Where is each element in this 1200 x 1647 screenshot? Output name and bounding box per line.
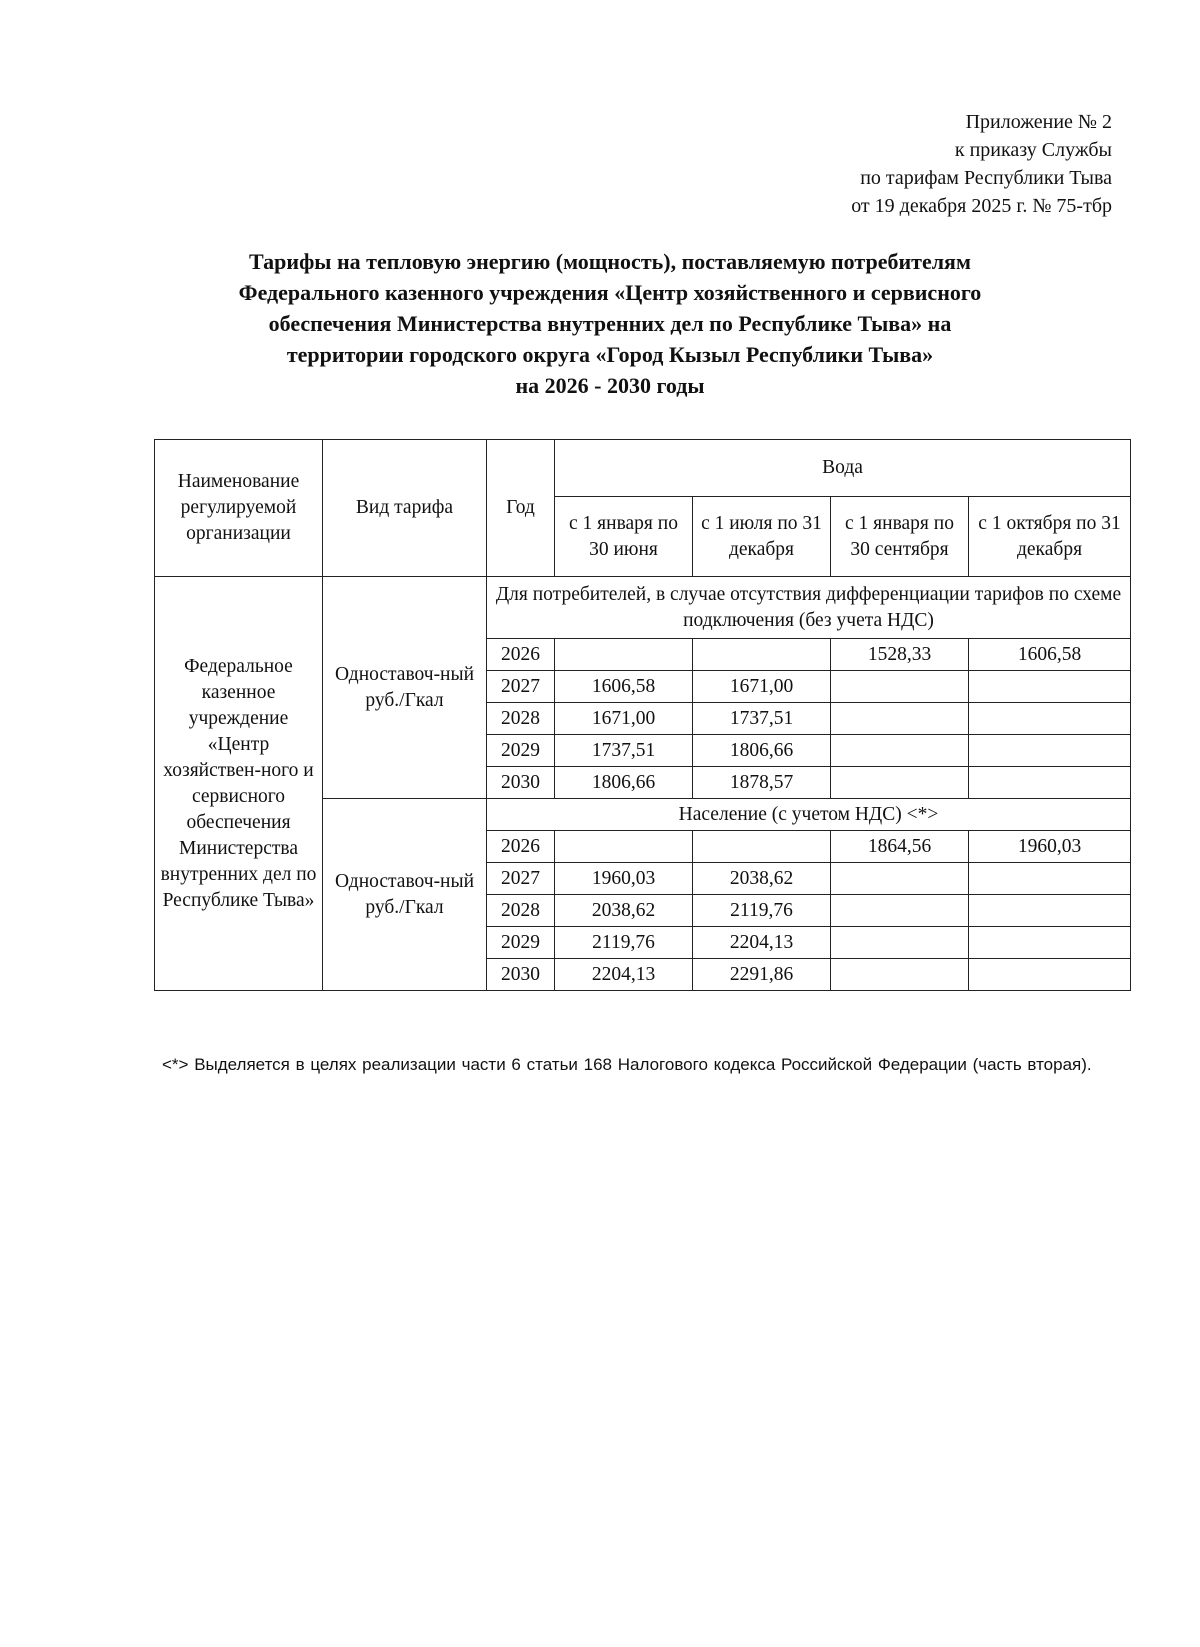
appendix-line: по тарифам Республики Тыва bbox=[860, 167, 1112, 189]
value-cell bbox=[969, 703, 1131, 735]
value-cell: 1671,00 bbox=[555, 703, 693, 735]
value-cell bbox=[969, 927, 1131, 959]
section-title: Для потребителей, в случае отсутствия дифференциации тарифов по схеме подключения (без учета НДС) bbox=[487, 577, 1131, 639]
value-cell: 2038,62 bbox=[555, 895, 693, 927]
value-cell bbox=[969, 895, 1131, 927]
value-cell: 2119,76 bbox=[555, 927, 693, 959]
header-period: с 1 января по 30 сентября bbox=[831, 497, 969, 577]
value-cell bbox=[831, 735, 969, 767]
title-line: Тарифы на тепловую энергию (мощность), поставляемую потребителям bbox=[249, 249, 971, 274]
header-period: с 1 октября по 31 декабря bbox=[969, 497, 1131, 577]
header-year: Год bbox=[487, 440, 555, 577]
year-cell: 2028 bbox=[487, 895, 555, 927]
title-line: Федерального казенного учреждения «Центр хозяйственного и сервисного bbox=[238, 280, 982, 305]
year-cell: 2029 bbox=[487, 735, 555, 767]
org-name: Федеральное казенное учреждение «Центр хозяйствен-ного и сервисного обеспечения Министерства внутренних дел по Республике Тыва» bbox=[155, 577, 323, 991]
value-cell: 2291,86 bbox=[693, 959, 831, 991]
value-cell: 2204,13 bbox=[555, 959, 693, 991]
value-cell bbox=[831, 863, 969, 895]
header-period: с 1 января по 30 июня bbox=[555, 497, 693, 577]
value-cell bbox=[831, 767, 969, 799]
year-cell: 2029 bbox=[487, 927, 555, 959]
value-cell bbox=[831, 927, 969, 959]
value-cell bbox=[831, 959, 969, 991]
title-line: на 2026 - 2030 годы bbox=[515, 373, 705, 398]
value-cell: 1737,51 bbox=[555, 735, 693, 767]
value-cell: 1606,58 bbox=[555, 671, 693, 703]
document-title bbox=[150, 246, 1070, 401]
year-cell: 2030 bbox=[487, 767, 555, 799]
year-cell: 2026 bbox=[487, 831, 555, 863]
value-cell: 1671,00 bbox=[693, 671, 831, 703]
year-cell: 2030 bbox=[487, 959, 555, 991]
footnote-text: <*> Выделяется в целях реализации части 6 статьи 168 Налогового кодекса Российской Федерации (часть вторая). bbox=[162, 1055, 1092, 1074]
value-cell: 1606,58 bbox=[969, 639, 1131, 671]
tariff-type: Одноставоч-ный руб./Гкал bbox=[323, 577, 487, 799]
value-cell bbox=[969, 735, 1131, 767]
value-cell: 2204,13 bbox=[693, 927, 831, 959]
value-cell: 1960,03 bbox=[555, 863, 693, 895]
value-cell: 1737,51 bbox=[693, 703, 831, 735]
value-cell: 1528,33 bbox=[831, 639, 969, 671]
value-cell bbox=[969, 767, 1131, 799]
value-cell bbox=[555, 639, 693, 671]
year-cell: 2027 bbox=[487, 863, 555, 895]
value-cell bbox=[831, 703, 969, 735]
header-org: Наименование регулируемой организации bbox=[155, 440, 323, 577]
tariff-type: Одноставоч-ный руб./Гкал bbox=[323, 799, 487, 991]
header-group: Вода bbox=[555, 440, 1131, 497]
value-cell bbox=[831, 895, 969, 927]
value-cell bbox=[969, 959, 1131, 991]
value-cell: 1864,56 bbox=[831, 831, 969, 863]
value-cell: 1960,03 bbox=[969, 831, 1131, 863]
appendix-line: от 19 декабря 2025 г. № 75-тбр bbox=[851, 195, 1112, 217]
value-cell: 2119,76 bbox=[693, 895, 831, 927]
tariff-table bbox=[154, 439, 1131, 991]
value-cell: 1806,66 bbox=[693, 735, 831, 767]
appendix-line: Приложение № 2 bbox=[965, 111, 1112, 133]
appendix-line: к приказу Службы bbox=[954, 139, 1112, 161]
value-cell bbox=[693, 831, 831, 863]
year-cell: 2026 bbox=[487, 639, 555, 671]
title-line: обеспечения Министерства внутренних дел по Республике Тыва» на bbox=[268, 311, 952, 336]
header-tariff-type: Вид тарифа bbox=[323, 440, 487, 577]
title-line: территории городского округа «Город Кызыл Республики Тыва» bbox=[286, 342, 934, 367]
value-cell bbox=[831, 671, 969, 703]
appendix-block bbox=[851, 108, 1112, 220]
section-title: Население (с учетом НДС) <*> bbox=[487, 799, 1131, 831]
year-cell: 2028 bbox=[487, 703, 555, 735]
value-cell: 1878,57 bbox=[693, 767, 831, 799]
value-cell bbox=[969, 671, 1131, 703]
footnote bbox=[162, 1052, 1118, 1078]
value-cell: 1806,66 bbox=[555, 767, 693, 799]
year-cell: 2027 bbox=[487, 671, 555, 703]
header-period: с 1 июля по 31 декабря bbox=[693, 497, 831, 577]
value-cell bbox=[693, 639, 831, 671]
value-cell bbox=[555, 831, 693, 863]
value-cell bbox=[969, 863, 1131, 895]
value-cell: 2038,62 bbox=[693, 863, 831, 895]
